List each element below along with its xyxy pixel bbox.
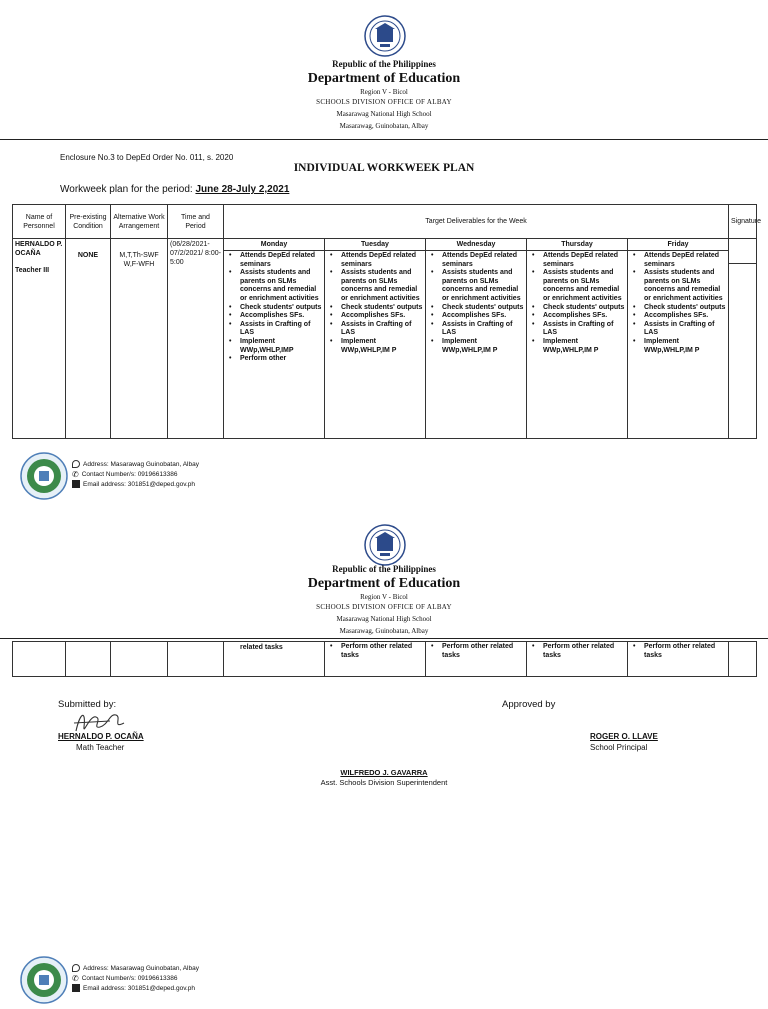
period-value: June 28-July 2,2021 <box>195 184 290 195</box>
cont-tuesday-cell <box>325 642 426 677</box>
document-title: INDIVIDUAL WORKWEEK PLAN <box>293 162 475 174</box>
list-item: • Check students' outputs <box>543 304 625 313</box>
thursday-task-list <box>529 252 625 355</box>
day-monday: Monday <box>224 239 324 251</box>
approver-role: School Principal <box>590 743 648 752</box>
list-item: • Implement WWp,WHLP,IM P <box>644 338 726 355</box>
footer-contact: Contact Number/s: 09196613386 <box>81 975 178 982</box>
list-item: • Accomplishes SFs. <box>644 312 726 321</box>
cont-friday-cell <box>628 642 729 677</box>
department-line: Department of Education <box>307 576 461 591</box>
day-tuesday: Tuesday <box>325 239 425 251</box>
day-friday: Friday <box>628 239 728 251</box>
cont-thursday-cell <box>527 642 628 677</box>
period-line <box>60 184 289 195</box>
cont-monday-text: related tasks <box>240 644 283 651</box>
header-time: Time and Period <box>168 205 224 239</box>
list-item: • Accomplishes SFs. <box>442 312 524 321</box>
address-row <box>72 460 199 470</box>
list-item: • Perform other <box>240 355 322 364</box>
list-item: • Check students' outputs <box>644 304 726 313</box>
cont-wednesday-cell <box>426 642 527 677</box>
list-item: • Implement WWp,WHLP,IM P <box>341 338 423 355</box>
footer-address: Address: Masarawag Guinobatan, Albay <box>83 461 199 468</box>
signature-cell <box>729 239 757 439</box>
list-item: • Attends DepEd related seminars <box>442 252 524 269</box>
list-item: • Assists in Crafting of LAS <box>442 321 524 338</box>
region-line: Region V - Bicol <box>360 88 408 96</box>
list-item: • Assists students and parents on SLMs concerns and remedial or enrichment activities <box>543 269 625 303</box>
list-item: • Assists in Crafting of LAS <box>341 321 423 338</box>
footer-email: Email address: 301851@deped.gov.ph <box>83 985 195 992</box>
submitted-by-label: Submitted by: <box>58 699 117 710</box>
cont-condition-cell <box>66 642 111 677</box>
personnel-position: Teacher III <box>15 267 50 274</box>
header-name: Name of Personnel <box>13 205 66 239</box>
phone-icon: ✆ <box>72 974 79 984</box>
approved-by-label: Approved by <box>502 699 556 710</box>
letterhead-middle <box>0 564 768 637</box>
location-icon <box>72 964 80 972</box>
enclosure-text: Enclosure No.3 to DepEd Order No. 011, s. 2020 <box>60 153 234 162</box>
letterhead-top <box>0 59 768 132</box>
footer-email: Email address: 301851@deped.gov.ph <box>83 481 195 488</box>
list-item: • Assists students and parents on SLMs concerns and remedial or enrichment activities <box>644 269 726 303</box>
list-item: • Perform other related tasks <box>543 643 625 660</box>
list-item: • Implement WWp,WHLP,IM P <box>442 338 524 355</box>
period-label: Workweek plan for the period: <box>60 184 193 195</box>
list-item: • Accomplishes SFs. <box>543 312 625 321</box>
list-item: • Check students' outputs <box>240 304 322 313</box>
thursday-cell <box>527 239 628 439</box>
personnel-name: HERNALDO P. OCAÑA <box>15 241 63 257</box>
list-item: • Attends DepEd related seminars <box>543 252 625 269</box>
list-item: • Assists students and parents on SLMs concerns and remedial or enrichment activities <box>442 269 524 303</box>
header-divider <box>0 638 768 639</box>
region-line: Region V - Bicol <box>360 593 408 601</box>
department-line: Department of Education <box>307 71 461 86</box>
email-row <box>72 480 199 490</box>
superintendent-role: Asst. Schools Division Superintendent <box>320 778 448 787</box>
header-signature: Signature <box>729 205 757 239</box>
submitter-role: Math Teacher <box>76 743 125 752</box>
list-item: • Assists in Crafting of LAS <box>543 321 625 338</box>
division-line: SCHOOLS DIVISION OFFICE OF ALBAY <box>316 98 452 106</box>
cont-arrangement-cell <box>111 642 168 677</box>
list-item: • Accomplishes SFs. <box>341 312 423 321</box>
footer-contact: Contact Number/s: 09196613386 <box>81 471 178 478</box>
cont-time-cell <box>168 642 224 677</box>
school-logo-1 <box>20 452 68 505</box>
header-divider <box>0 139 768 140</box>
tuesday-cell <box>325 239 426 439</box>
continuation-table <box>12 641 757 677</box>
personnel-cell <box>13 239 66 439</box>
list-item: • Implement WWp,WHLP,IMP <box>240 338 322 355</box>
monday-task-list <box>226 252 322 364</box>
division-line: SCHOOLS DIVISION OFFICE OF ALBAY <box>316 603 452 611</box>
wednesday-cell <box>426 239 527 439</box>
day-wednesday: Wednesday <box>426 239 526 251</box>
email-icon <box>72 480 80 488</box>
cont-monday-cell <box>224 642 325 677</box>
friday-cell <box>628 239 729 439</box>
list-item: • Assists students and parents on SLMs concerns and remedial or enrichment activities <box>341 269 423 303</box>
approver-name: ROGER O. LLAVE <box>590 732 658 741</box>
wednesday-task-list <box>428 252 524 355</box>
superintendent-name: WILFREDO J. GAVARRA <box>340 768 428 777</box>
monday-cell <box>224 239 325 439</box>
address-line: Masarawag, Guinobatan, Albay <box>339 122 429 130</box>
header-pre-existing: Pre-existing Condition <box>66 205 111 239</box>
list-item: • Check students' outputs <box>442 304 524 313</box>
footer-contact-1 <box>72 460 199 490</box>
list-item: • Attends DepEd related seminars <box>644 252 726 269</box>
address-row <box>72 964 199 974</box>
list-item: • Check students' outputs <box>341 304 423 313</box>
tuesday-task-list <box>327 252 423 355</box>
list-item: • Perform other related tasks <box>644 643 726 660</box>
republic-line: Republic of the Philippines <box>332 59 436 69</box>
list-item: • Perform other related tasks <box>442 643 524 660</box>
footer-address: Address: Masarawag Guinobatan, Albay <box>83 965 199 972</box>
cont-name-cell <box>13 642 66 677</box>
list-item: • Accomplishes SFs. <box>240 312 322 321</box>
email-icon <box>72 984 80 992</box>
friday-task-list <box>630 252 726 355</box>
arrangement-cell: M,T,Th-SWF W,F-WFH <box>111 239 168 439</box>
cont-signature-cell <box>729 642 757 677</box>
list-item: • Attends DepEd related seminars <box>341 252 423 269</box>
footer-contact-2 <box>72 964 199 994</box>
list-item: • Attends DepEd related seminars <box>240 252 322 269</box>
list-item: • Perform other related tasks <box>341 643 423 660</box>
list-item: • Implement WWp,WHLP,IM P <box>543 338 625 355</box>
submitter-name: HERNALDO P. OCAÑA <box>58 732 144 741</box>
header-alternative: Alternative Work Arrangement <box>111 205 168 239</box>
list-item: • Assists in Crafting of LAS <box>240 321 322 338</box>
deped-seal-top <box>364 15 406 62</box>
phone-icon: ✆ <box>72 470 79 480</box>
school-line: Masarawag National High School <box>336 615 432 623</box>
list-item: • Assists students and parents on SLMs concerns and remedial or enrichment activities <box>240 269 322 303</box>
republic-line: Republic of the Philippines <box>332 564 436 574</box>
workweek-table <box>12 204 761 439</box>
school-logo-2 <box>20 956 68 1009</box>
day-thursday: Thursday <box>527 239 627 251</box>
superintendent-block <box>0 768 768 788</box>
contact-row <box>72 470 199 480</box>
location-icon <box>72 460 80 468</box>
time-period-cell: (06/28/2021-07/2/2021/ 8:00-5:00 <box>168 239 224 439</box>
contact-row <box>72 974 199 984</box>
school-line: Masarawag National High School <box>336 110 432 118</box>
condition-cell: NONE <box>66 239 111 439</box>
email-row <box>72 984 199 994</box>
list-item: • Assists in Crafting of LAS <box>644 321 726 338</box>
header-target: Target Deliverables for the Week <box>224 205 729 239</box>
address-line: Masarawag, Guinobatan, Albay <box>339 627 429 635</box>
